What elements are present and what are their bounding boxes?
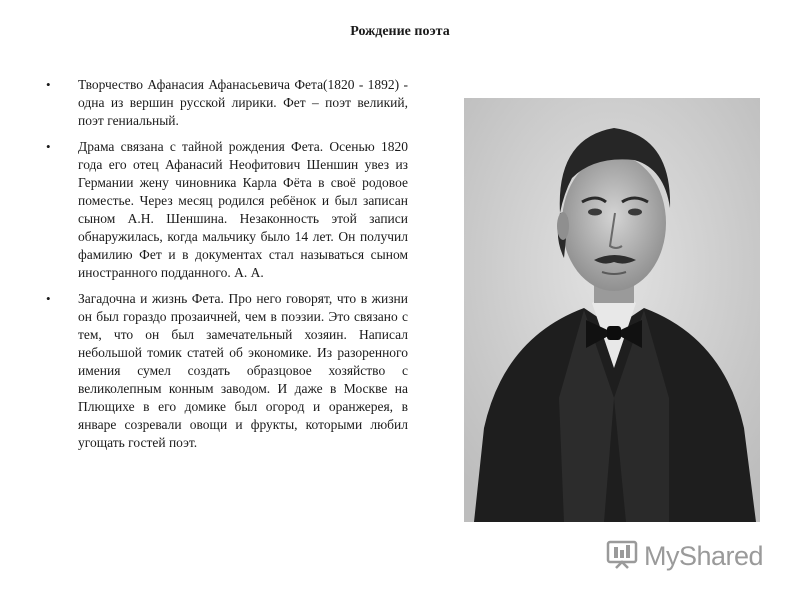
bullet-marker: • [46, 139, 51, 154]
bullet-marker: • [46, 77, 51, 92]
myshared-watermark [604, 538, 763, 574]
portrait-illustration [464, 98, 760, 522]
bullet-item [46, 290, 408, 452]
bullet-marker: • [46, 291, 51, 306]
bullet-item [46, 76, 408, 130]
bullet-text: Творчество Афанасия Афанасьевича Фета(1820 - 1892) - одна из вершин русской лирики. Фет – поэт великий, поэт гениальный. [78, 77, 408, 128]
bullet-item [46, 138, 408, 282]
presentation-icon [604, 538, 640, 574]
bullet-text: Драма связана с тайной рождения Фета. Осенью 1820 года его отец Афанасий Неофитович Шеншин увез из Германии жену чиновника Карла Фёта в своё родовое поместье. Через месяц родился ребёнок и был записан сыном А.Н. Шеншина. Незаконность этой записи обнаружилась, когда мальчику было 14 лет. Он получил фамилию Фет и в документах стал называться сыном иностранного подданного. А. А. [78, 139, 408, 280]
portrait-image [464, 98, 760, 522]
brand-text: MyShared [644, 540, 764, 571]
bullet-text: Загадочна и жизнь Фета. Про него говорят, что в жизни он был гораздо прозаичней, чем в поэзии. Это связано с тем, что он был замечательный хозяин. Написал небольшой томик статей об экономике. Из разоренного имения сумел создать образцовое хозяйство с великолепным конным заводом. И даже в Москве на Плющихе в его домике был огород и оранжерея, в январе созревали овощи и фрукты, которыми любил угощать гостей поэт. [78, 291, 408, 450]
bullet-list [46, 76, 408, 460]
slide-title: Рождение поэта [350, 24, 450, 39]
